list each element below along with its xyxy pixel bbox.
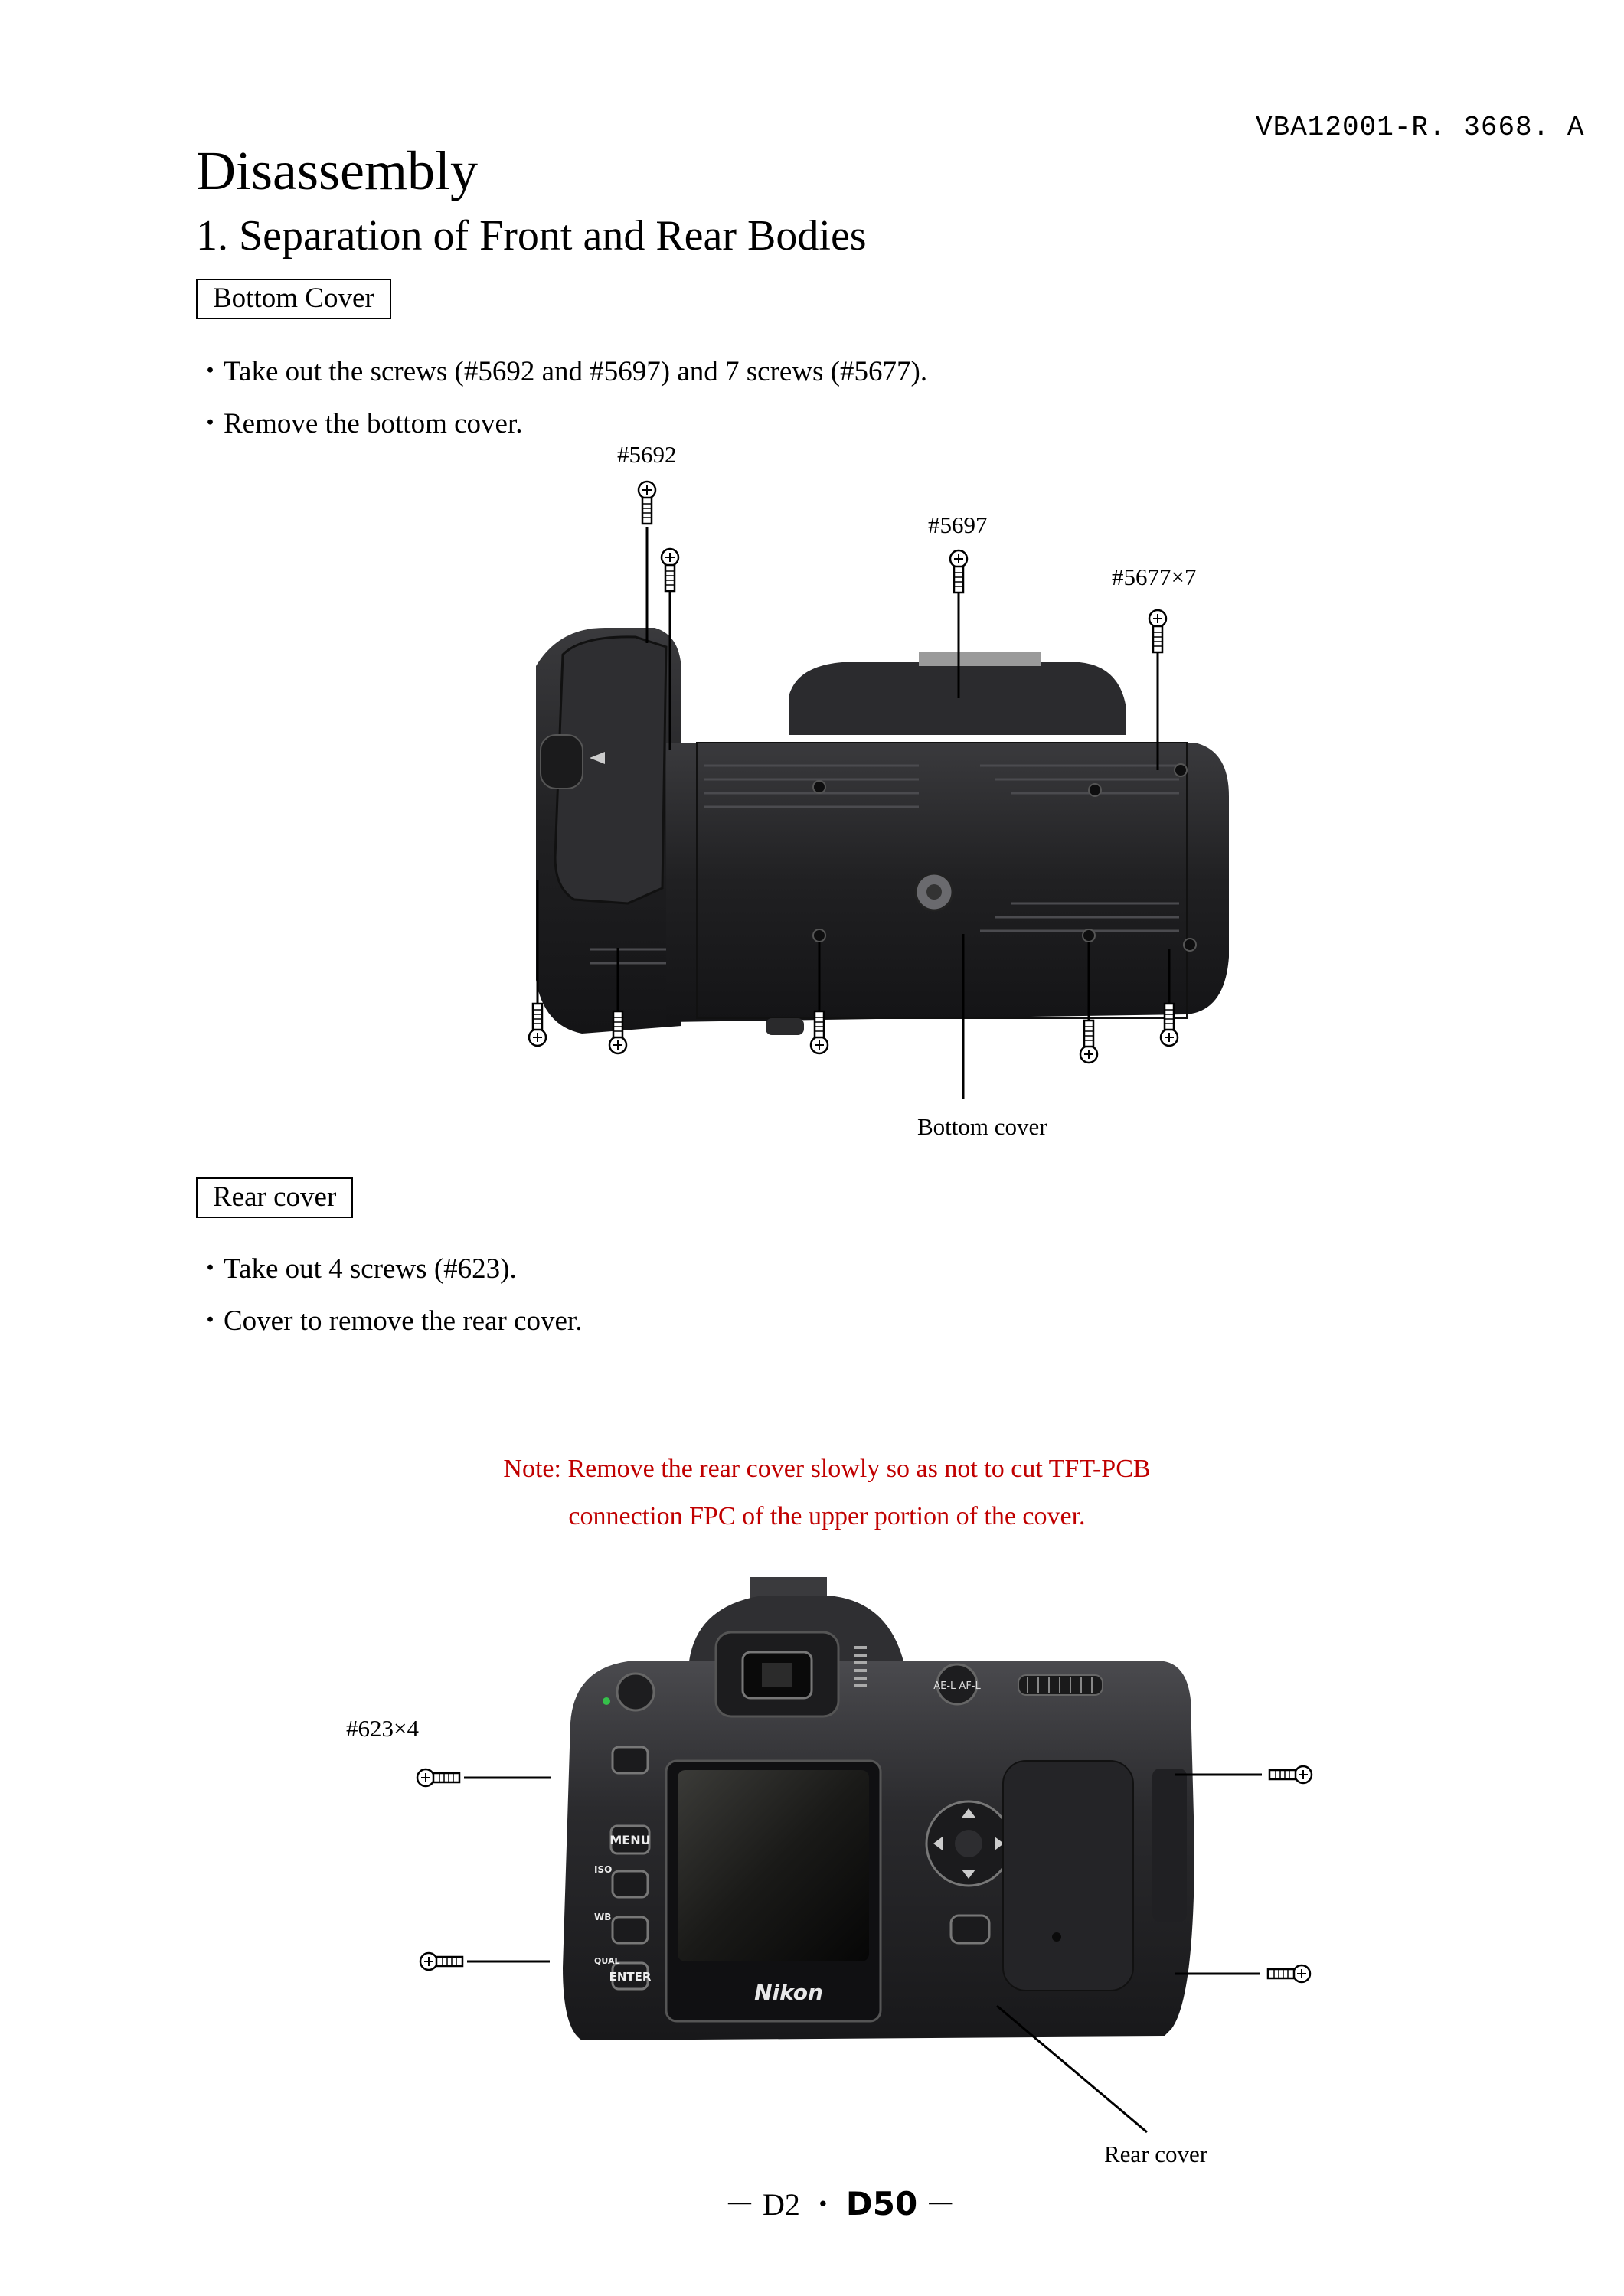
wb-label: WB: [594, 1912, 612, 1922]
callout-bottom-cover: Bottom cover: [917, 1113, 1047, 1140]
bottom-step-1: ・Take out the screws (#5692 and #5697) and 7 screws (#5677).: [196, 356, 928, 387]
bottom-step-2-text: Remove the bottom cover.: [224, 408, 523, 439]
ael-button-label: AE-L AF-L: [933, 1680, 981, 1692]
footer-model: D50: [845, 2185, 918, 2223]
callout-screw-623: #623×4: [346, 1715, 419, 1742]
qual-label: QUAL: [594, 1956, 620, 1966]
menu-button-label: MENU: [609, 1833, 651, 1847]
bottom-cover-label: Bottom Cover: [196, 279, 391, 319]
bottom-step-1-text: Take out the screws (#5692 and #5697) and 7 screws (#5677).: [224, 356, 928, 387]
page-footer: [724, 2180, 956, 2224]
document-id: VBA12001-R. 3668. A: [1256, 112, 1585, 143]
bottom-step-2: ・Remove the bottom cover.: [196, 408, 523, 439]
rear-step-2: ・Cover to remove the rear cover.: [196, 1305, 583, 1337]
brand-logo: Nikon: [754, 1980, 823, 2005]
rear-cover-label: Rear cover: [196, 1177, 353, 1218]
page-title: Disassembly: [196, 140, 478, 201]
callout-screw-5692: #5692: [617, 441, 677, 468]
iso-label: ISO: [594, 1864, 613, 1875]
callout-screw-5677: #5677×7: [1112, 563, 1197, 590]
camera-bottom-view-figure: [490, 475, 1240, 1102]
rear-step-1-text: Take out 4 screws (#623).: [224, 1253, 517, 1285]
note-line-2: connection FPC of the upper portion of the cover.: [568, 1502, 1086, 1530]
footer-page-number: － D2 ・: [724, 2187, 838, 2222]
note-line-1: Note: Remove the rear cover slowly so as not to cut TFT-PCB: [503, 1455, 1151, 1483]
callout-rear-cover: Rear cover: [1104, 2141, 1208, 2167]
rear-step-1: ・Take out 4 screws (#623).: [196, 1253, 517, 1285]
callout-screw-5697: #5697: [928, 511, 988, 538]
rear-step-2-text: Cover to remove the rear cover.: [224, 1305, 583, 1337]
camera-rear-view-figure: [398, 1569, 1332, 2151]
enter-button-label: ENTER: [609, 1970, 652, 1984]
section-heading: 1. Separation of Front and Rear Bodies: [196, 212, 867, 260]
footer-dash: －: [925, 2187, 956, 2222]
